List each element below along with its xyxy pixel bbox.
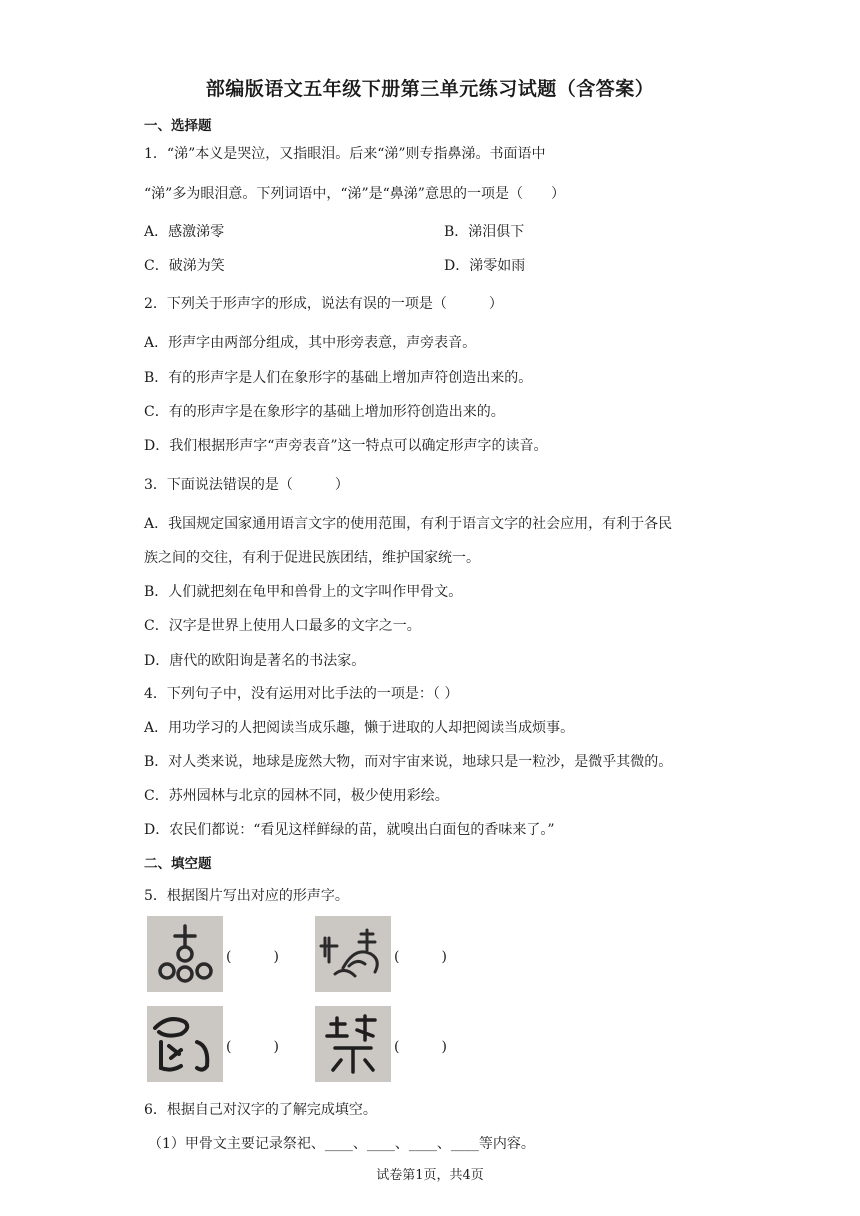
q3-stem: 3．下面说法错误的是（ ） [144,477,349,493]
q3-option-d[interactable]: D．唐代的欧阳询是著名的书法家。 [144,653,366,669]
q6-sub1[interactable]: （1）甲骨文主要记录祭祀、____、____、____、____等内容。 [148,1136,535,1152]
page-footer: 试卷第1页，共4页 [376,1168,484,1183]
page-title: 部编版语文五年级下册第三单元练习试题（含答案） [205,78,655,100]
ancient-glyph-image-2 [315,916,391,992]
q3-option-a-line1[interactable]: A．我国规定国家通用语言文字的使用范围，有利于语言文字的社会应用，有利于各民 [144,516,673,532]
q1-option-c[interactable]: C．破涕为笑 [144,258,225,274]
ancient-glyph-image-1 [147,916,223,992]
q2-stem: 2．下列关于形声字的形成，说法有误的一项是（ ） [144,296,503,312]
section-choice-heading: 一、选择题 [144,118,212,134]
q2-option-a[interactable]: A．形声字由两部分组成，其中形旁表意，声旁表音。 [144,335,477,351]
q3-option-c[interactable]: C．汉字是世界上使用人口最多的文字之一。 [144,618,421,634]
q5-answer-blank-3[interactable]: ( ) [226,1039,279,1055]
q4-stem: 4．下列句子中，没有运用对比手法的一项是：（ ） [144,686,459,702]
q2-option-d[interactable]: D．我们根据形声字“声旁表音”这一特点可以确定形声字的读音。 [144,438,548,454]
q5-stem: 5．根据图片写出对应的形声字。 [144,888,349,904]
ancient-glyph-image-3 [147,1006,223,1082]
q1-stem-line1: 1．“涕”本义是哭泣，又指眼泪。后来“涕”则专指鼻涕。书面语中 [144,146,546,162]
ancient-glyph-image-4 [315,1006,391,1082]
q4-option-c[interactable]: C．苏州园林与北京的园林不同，极少使用彩绘。 [144,788,449,804]
q4-option-d[interactable]: D．农民们都说：“看见这样鲜绿的苗，就嗅出白面包的香味来了。” [144,822,555,838]
q5-answer-blank-2[interactable]: ( ) [394,949,447,965]
q3-option-b[interactable]: B．人们就把刻在龟甲和兽骨上的文字叫作甲骨文。 [144,584,463,600]
q1-option-b[interactable]: B．涕泪俱下 [444,224,525,240]
q5-answer-blank-4[interactable]: ( ) [394,1039,447,1055]
q4-option-b[interactable]: B．对人类来说，地球是庞然大物，而对宇宙来说，地球只是一粒沙，是微乎其微的。 [144,754,673,770]
q2-option-c[interactable]: C．有的形声字是在象形字的基础上增加形符创造出来的。 [144,404,505,420]
q4-option-a[interactable]: A．用功学习的人把阅读当成乐趣，懒于进取的人却把阅读当成烦事。 [144,720,575,736]
q3-option-a-line2[interactable]: 族之间的交往，有利于促进民族团结，维护国家统一。 [144,550,480,566]
q6-stem: 6．根据自己对汉字的了解完成填空。 [144,1102,377,1118]
section-fill-heading: 二、填空题 [144,856,212,872]
q2-option-b[interactable]: B．有的形声字是人们在象形字的基础上增加声符创造出来的。 [144,370,533,386]
q5-answer-blank-1[interactable]: ( ) [226,949,279,965]
q1-option-a[interactable]: A．感激涕零 [144,224,225,240]
q1-option-d[interactable]: D．涕零如雨 [444,258,526,274]
q1-stem-line2: “涕”多为眼泪意。下列词语中，“涕”是“鼻涕”意思的一项是（ ） [144,186,565,202]
